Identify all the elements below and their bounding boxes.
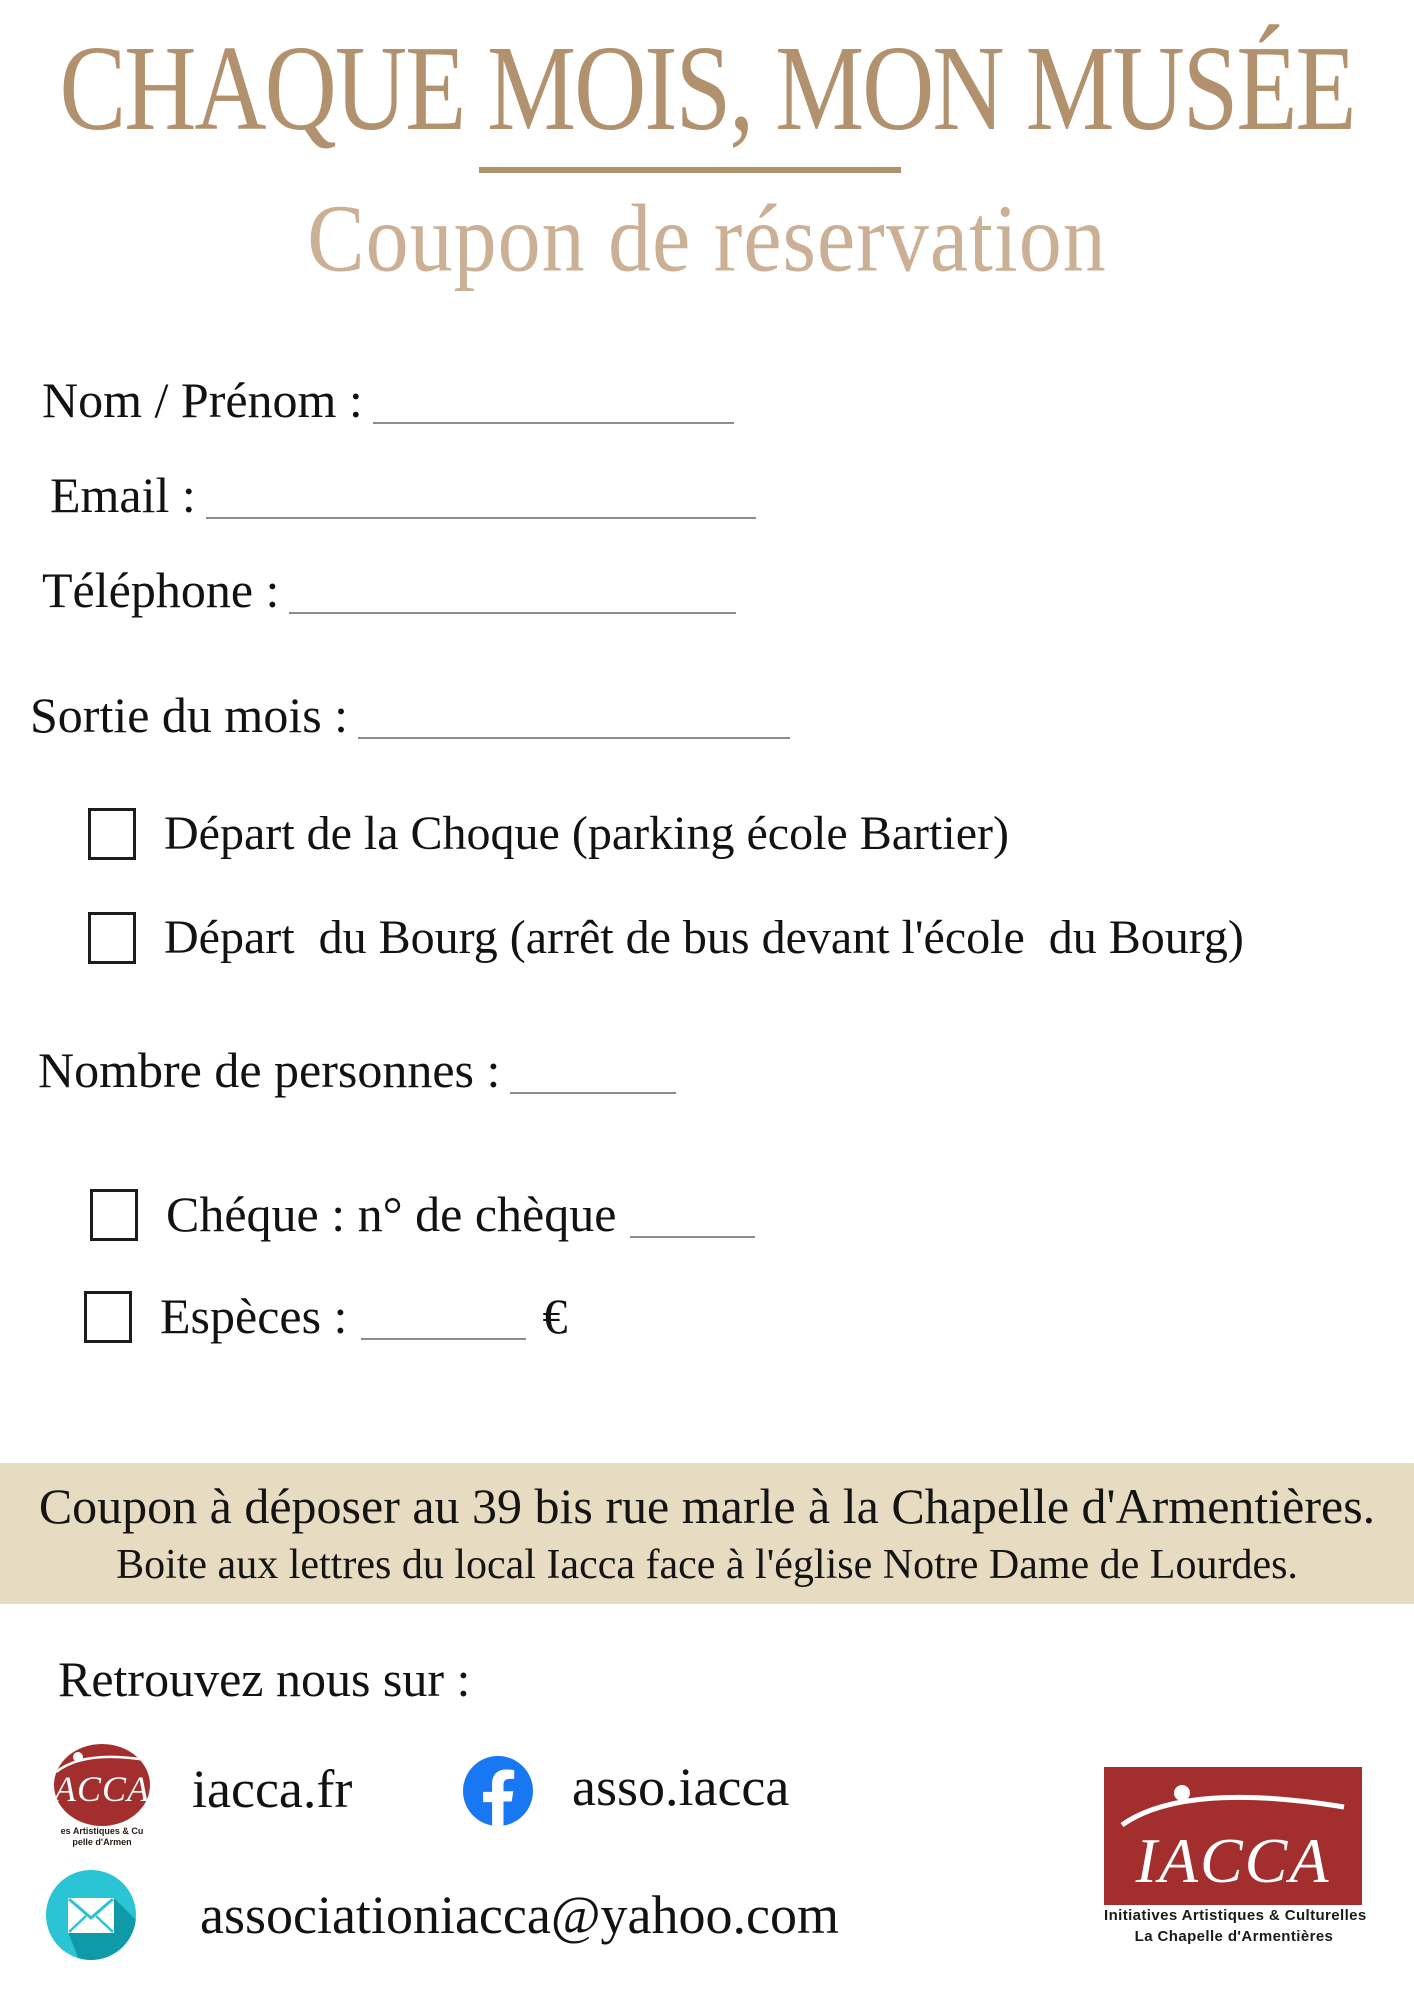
telephone-input-line[interactable] [289, 602, 736, 614]
option-row-cheque [90, 1186, 755, 1244]
especes-label: Espèces : [160, 1288, 348, 1344]
iacca-logo [1104, 1767, 1367, 1947]
facebook-handle: asso.iacca [572, 1757, 790, 1817]
page-title: CHAQUE MOIS, MON MUSÉE [59, 20, 1355, 156]
depart-choque-checkbox[interactable] [88, 808, 136, 860]
nombre-personnes-label: Nombre de personnes : [38, 1042, 501, 1098]
website-link: iacca.fr [192, 1759, 353, 1819]
iacca-caption-2: La Chapelle d'Armentières [1134, 1928, 1334, 1945]
iacca-caption-1: Initiatives Artistiques & Culturelles [1104, 1907, 1367, 1924]
sortie-du-mois-input-line[interactable] [358, 727, 790, 739]
field-row-telephone [42, 562, 736, 620]
field-row-email [50, 467, 756, 525]
notice-line-2: Boite aux lettres du local Iacca face à l'église Notre Dame de Lourdes. [116, 1542, 1298, 1588]
field-row-nom-prenom [42, 372, 734, 430]
depart-choque-label: Départ de la Choque (parking école Bartier) [164, 807, 1009, 860]
acca-logo-icon [54, 1744, 150, 1826]
option-row-especes [84, 1288, 567, 1346]
euro-sign: € [542, 1288, 568, 1344]
cheque-number-input-line[interactable] [630, 1226, 755, 1238]
nom-prenom-label: Nom / Prénom : [42, 372, 363, 428]
option-row-depart-choque [88, 808, 1009, 861]
deposit-notice-banner [0, 1463, 1414, 1604]
facebook-icon [463, 1756, 533, 1826]
option-row-depart-bourg [88, 912, 1244, 965]
acca-badge-text: ACCA [54, 1769, 150, 1809]
iacca-logo-text: IACCA [1135, 1825, 1331, 1896]
acca-badge-caption-2: pelle d'Armen [72, 1837, 132, 1847]
email-address: associationiacca@yahoo.com [200, 1885, 839, 1945]
depart-bourg-label: Départ du Bourg (arrêt de bus devant l'école du Bourg) [164, 911, 1244, 964]
email-label: Email : [50, 467, 196, 523]
telephone-label: Téléphone : [42, 562, 280, 618]
email-input-line[interactable] [206, 507, 756, 519]
acca-badge-caption-1: es Artistiques & Cu [60, 1826, 144, 1836]
nombre-personnes-input-line[interactable] [510, 1082, 676, 1094]
sortie-du-mois-label: Sortie du mois : [30, 687, 349, 743]
depart-bourg-checkbox[interactable] [88, 912, 136, 964]
page-subtitle: Coupon de réservation [307, 184, 1107, 292]
acca-badge [50, 1744, 154, 1848]
iacca-logo-icon [1104, 1767, 1362, 1905]
notice-line-1: Coupon à déposer au 39 bis rue marle à la Chapelle d'Armentières. [38, 1478, 1376, 1534]
footer-heading: Retrouvez nous sur : [58, 1651, 471, 1707]
field-row-nombre-personnes [38, 1042, 676, 1100]
field-row-sortie-du-mois [30, 687, 790, 745]
cheque-label: Chéque : n° de chèque [166, 1186, 617, 1242]
email-icon [46, 1870, 136, 1960]
nom-prenom-input-line[interactable] [373, 412, 734, 424]
cheque-checkbox[interactable] [90, 1189, 138, 1241]
title-divider [479, 167, 901, 173]
especes-amount-input-line[interactable] [361, 1328, 526, 1340]
especes-checkbox[interactable] [84, 1291, 132, 1343]
